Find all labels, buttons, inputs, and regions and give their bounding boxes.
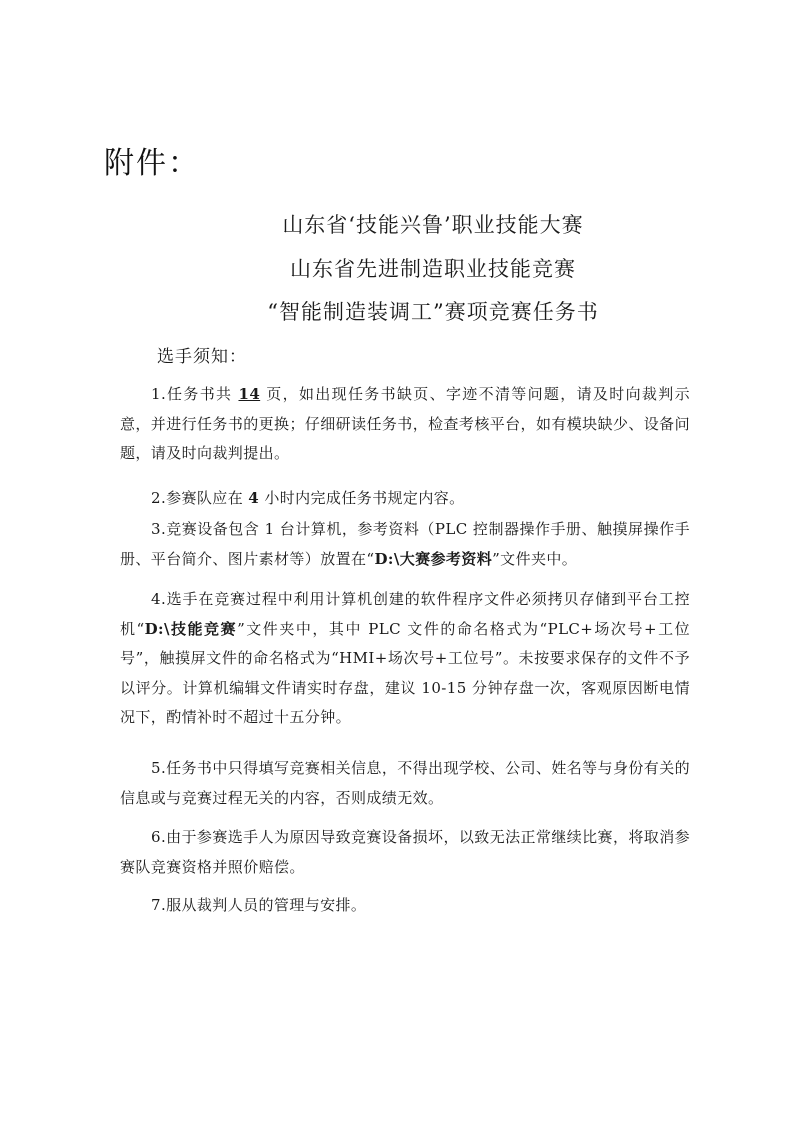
- title-line-2: 山东省先进制造职业技能竞赛: [290, 257, 576, 281]
- competition-folder-path: D:\技能竞赛: [144, 619, 238, 638]
- notice-heading: 选手须知：: [157, 347, 247, 367]
- notice-item-3-text-a: 3.竞赛设备包含 1 台计算机，参考资料（PLC 控制器操作手册、触摸屏操作手册、平台简介、图片素材等）放置在“: [120, 520, 690, 568]
- notice-item-2: [120, 484, 690, 514]
- attachment-label: 附件：: [104, 146, 200, 181]
- notice-item-1-text-a: 1.任务书共: [151, 385, 233, 403]
- title-line-1: 山东省‘技能兴鲁’职业技能大赛: [282, 213, 584, 237]
- hours-count: 4: [248, 489, 260, 507]
- notice-item-2-text-b: 小时内完成任务书规定内容。: [264, 489, 465, 507]
- notice-item-6: 6.由于参赛选手人为原因导致竞赛设备损坏，以致无法正常继续比赛，将取消参赛队竞赛资格并照价赔偿。: [120, 828, 690, 876]
- reference-folder-path: D:\大赛参考资料: [374, 549, 493, 568]
- notice-item-4-text-b: ”文件夹中，其中 PLC 文件的命名格式为“PLC+场次号+工位号”，触摸屏文件的命名格式为“HMI+场次号+工位号”。未按要求保存的文件不予以评分。计算机编辑文件请实时存盘，建议 10-15 分钟存盘一次，客观原因断电情况下，酌情补时不超过十五分钟。: [120, 619, 691, 726]
- notice-item-2-text-a: 2.参赛队应在: [151, 489, 244, 507]
- notice-item-3: [120, 515, 690, 574]
- notice-item-7: 7.服从裁判人员的管理与安排。: [151, 896, 367, 914]
- notice-item-4-text-a: 4.选手在竞赛过程中利用计算机创建的软件程序文件必须拷贝存储到平台工控机“: [120, 590, 690, 638]
- notice-item-4: [120, 585, 690, 733]
- title-line-3: “智能制造装调工”赛项竞赛任务书: [267, 300, 599, 324]
- notice-item-1-text-b: 页，如出现任务书缺页、字迹不清等问题，请及时向裁判示意，并进行任务书的更换；仔细研读任务书，检查考核平台，如有模块缺少、设备问题，请及时向裁判提出。: [120, 385, 690, 462]
- notice-item-5: 5.任务书中只得填写竞赛相关信息，不得出现学校、公司、姓名等与身份有关的信息或与竞赛过程无关的内容，否则成绩无效。: [120, 759, 690, 807]
- notice-item-1: [120, 380, 690, 469]
- notice-item-3-text-b: ”文件夹中。: [492, 549, 578, 568]
- page-count: 14: [238, 385, 261, 403]
